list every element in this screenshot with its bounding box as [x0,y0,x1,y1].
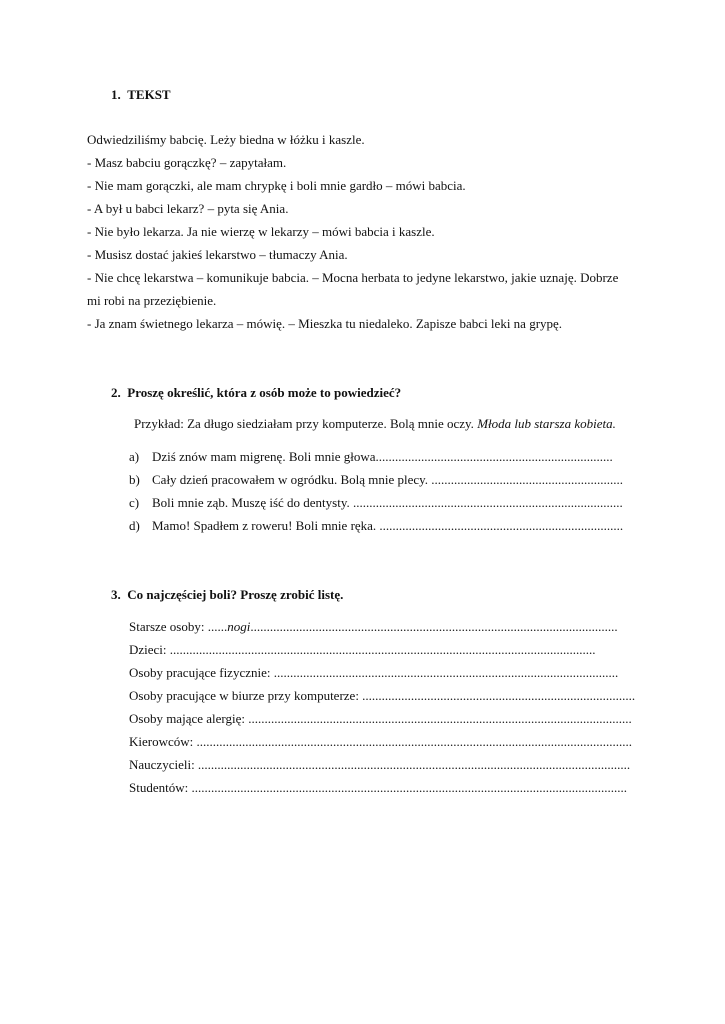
section-2-number: 2. [111,385,121,400]
item-text: Dziś znów mam migrenę. Boli mnie głowa......................................................................... [152,449,613,464]
text-line: - Nie mam gorączki, ale mam chrypkę i boli mnie gardło – mówi babcia. [87,178,466,193]
fill-in-row: Osoby pracujące w biurze przy komputerze: .................................................................................... [129,688,636,703]
list-item [129,449,639,465]
text-line: - Nie było lekarza. Ja nie wierzę w lekarzy – mówi babcia i kaszle. [87,224,435,239]
item-marker: c) [129,495,140,510]
fill-in-row: Nauczycieli: ..................................................................................................................................... [129,757,631,772]
item-text: Boli mnie ząb. Muszę iść do dentysty. ................................................................................... [152,495,623,510]
fill-in-row: Studentów: ...................................................................................................................................... [129,780,627,795]
fill-in-row [129,619,639,635]
section-3-heading [111,587,343,603]
item-text: Cały dzień pracowałem w ogródku. Bolą mnie plecy. ........................................................... [152,472,624,487]
list-item [129,472,639,488]
example-label: Przykład: Za długo siedziałam przy komputerze. Bolą mnie oczy. [134,416,474,431]
text-line: - Masz babciu gorączkę? – zapytałam. [87,155,287,170]
section-1-title: TEKST [127,87,171,102]
row-answer: nogi [227,619,251,634]
list-item [129,495,639,511]
section-2-title: Proszę określić, która z osób może to powiedzieć? [127,385,402,400]
text-line: - Musisz dostać jakieś lekarstwo – tłumaczy Ania. [87,247,348,262]
item-marker: b) [129,472,140,487]
fill-in-row: Osoby pracujące fizycznie: .......................................................................................................... [129,665,619,680]
item-marker: a) [129,449,140,464]
example-answer: Młoda lub starsza kobieta. [477,416,616,431]
item-marker: d) [129,518,140,533]
fill-in-row: Osoby mające alergię: ...................................................................................................................... [129,711,632,726]
row-dots: ................................................................................................................. [250,619,618,634]
row-label: Starsze osoby: ...... [129,619,228,634]
section-2-heading [111,385,401,401]
section-3-title: Co najczęściej boli? Proszę zrobić listę. [127,587,344,602]
fill-in-row: Kierowców: ...................................................................................................................................... [129,734,633,749]
text-line: Odwiedziliśmy babcię. Leży biedna w łóżku i kaszle. [87,132,365,147]
section-1-number: 1. [111,87,121,102]
item-text: Mamo! Spadłem z roweru! Boli mnie ręka. ........................................................................... [152,518,624,533]
text-line: - Nie chcę lekarstwa – komunikuje babcia. – Mocna herbata to jedyne lekarstwo, jakie uznaję. Dobrze [87,270,619,285]
section-3-number: 3. [111,587,121,602]
text-line: - Ja znam świetnego lekarza – mówię. – Mieszka tu niedaleko. Zapisze babci leki na grypę. [87,316,563,331]
fill-in-row: Dzieci: ................................................................................................................................... [129,642,596,657]
section-1-heading [111,87,171,103]
text-line: mi robi na przeziębienie. [87,293,217,308]
text-line: - A był u babci lekarz? – pyta się Ania. [87,201,289,216]
list-item [129,518,639,534]
example-line [134,416,616,432]
